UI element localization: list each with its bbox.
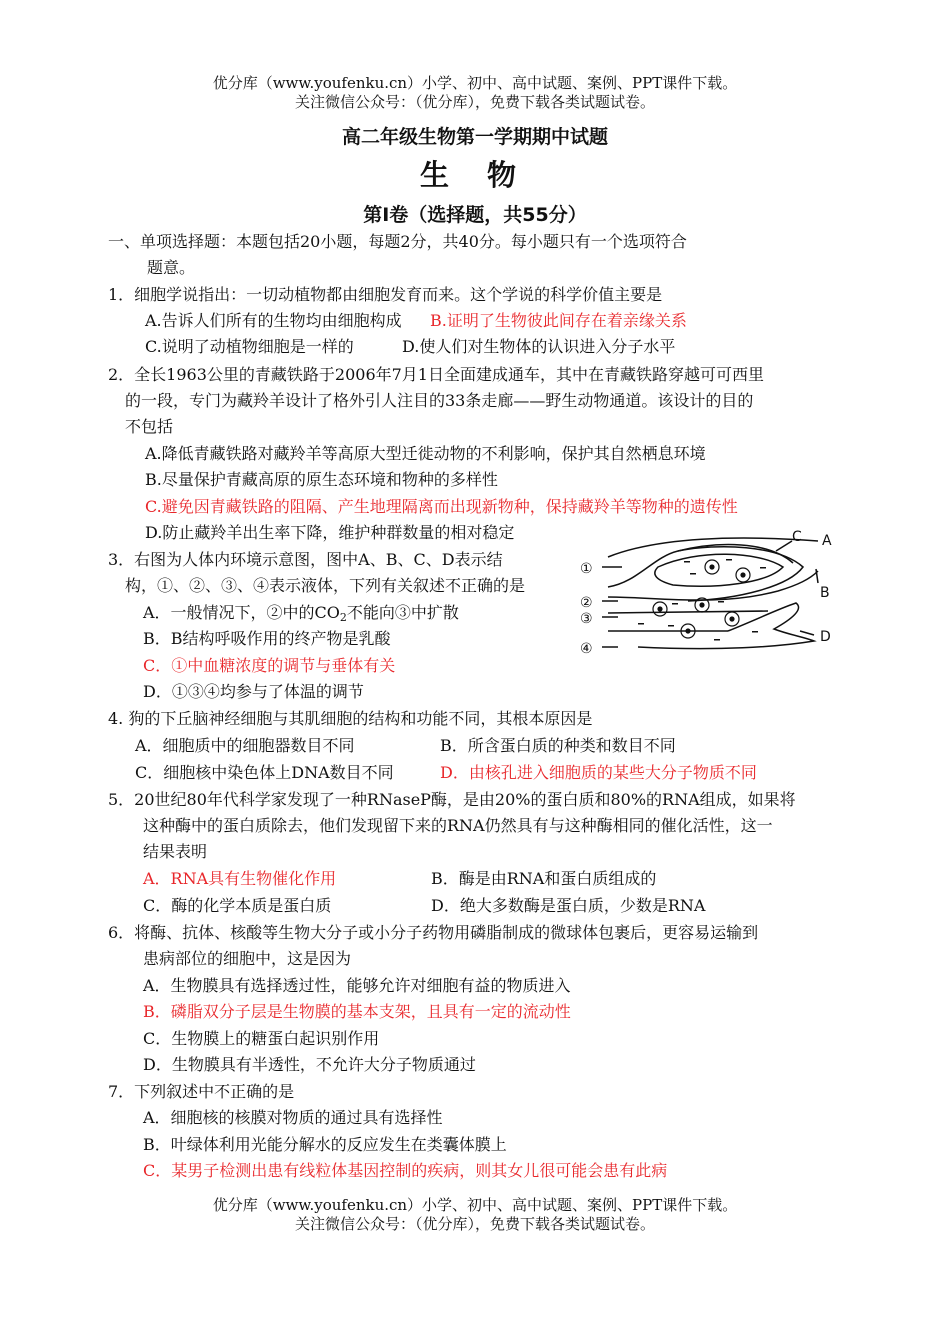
q6-option-a: A．生物膜具有选择透过性，能够允许对细胞有益的物质进入 — [143, 976, 571, 995]
q7-option-b: B．叶绿体利用光能分解水的反应发生在类囊体膜上 — [143, 1135, 507, 1154]
q5-stem-2: 这种酶中的蛋白质除去，他们发现留下来的RNA仍然具有与这种酶相同的催化活性，这一 — [143, 816, 773, 835]
q2-option-c: C.避免因青藏铁路的阻隔、产生地理隔离而出现新物种，保持藏羚羊等物种的遗传性 — [145, 497, 738, 516]
q5-option-a: A．RNA具有生物催化作用 — [143, 869, 337, 888]
fig-label-b: B — [820, 585, 830, 601]
header-line-1: 优分库（www.youfenku.cn）小学、初中、高中试题、案例、PPT课件下载。 — [212, 74, 738, 92]
q5-stem-1: 5．20世纪80年代科学家发现了一种RNaseP酶，是由20%的蛋白质和80%的RNA组成，如果将 — [108, 790, 796, 809]
internal-environment-diagram — [578, 527, 840, 659]
q1-option-a: A.告诉人们所有的生物均由细胞构成 — [145, 311, 402, 330]
q4-option-a: A．细胞质中的细胞器数目不同 — [135, 736, 355, 755]
volume-title: 第Ⅰ卷（选择题，共55分） — [363, 204, 587, 226]
q3-stem-1: 3．右图为人体内环境示意图，图中A、B、C、D表示结 — [108, 550, 503, 569]
q6-option-d: D．生物膜具有半透性，不允许大分子物质通过 — [143, 1055, 476, 1074]
q4-option-c: C．细胞核中染色体上DNA数目不同 — [135, 763, 394, 782]
q2-stem-2: 的一段，专门为藏羚羊设计了格外引人注目的33条走廊——野生动物通道。该设计的目的 — [125, 391, 754, 410]
q3-stem-2: 构，①、②、③、④表示液体，下列有关叙述不正确的是 — [125, 576, 526, 595]
q5-option-d: D．绝大多数酶是蛋白质，少数是RNA — [431, 896, 706, 915]
q1-option-d: D.使人们对生物体的认识进入分子水平 — [402, 337, 676, 356]
footer-line-1: 优分库（www.youfenku.cn）小学、初中、高中试题、案例、PPT课件下载。 — [212, 1196, 738, 1214]
footer-line-2: 关注微信公众号：（优分库），免费下载各类试题试卷。 — [294, 1215, 655, 1233]
q6-option-b: B．磷脂双分子层是生物膜的基本支架，且具有一定的流动性 — [143, 1002, 571, 1021]
q3-option-a: A．一般情况下，②中的CO2不能向③中扩散 — [143, 603, 459, 624]
q5-stem-3: 结果表明 — [143, 842, 208, 861]
fig-label-4: ④ — [580, 641, 593, 657]
section-heading-cont: 题意。 — [147, 258, 196, 277]
q6-option-c: C．生物膜上的糖蛋白起识别作用 — [143, 1029, 380, 1048]
header-line-2: 关注微信公众号：（优分库），免费下载各类试题试卷。 — [294, 93, 655, 111]
subject-title: 生 物 — [419, 158, 531, 192]
fig-label-c: C — [792, 529, 802, 545]
q2-option-a: A.降低青藏铁路对藏羚羊等高原大型迁徙动物的不利影响，保护其自然栖息环境 — [145, 444, 706, 463]
q3-option-b: B．B结构呼吸作用的终产物是乳酸 — [143, 629, 391, 648]
exam-title: 高二年级生物第一学期期中试题 — [341, 126, 608, 148]
q1-option-c: C.说明了动植物细胞是一样的 — [145, 337, 354, 356]
q3-option-d: D．①③④均参与了体温的调节 — [143, 682, 364, 701]
q7-option-a: A．细胞核的核膜对物质的通过具有选择性 — [143, 1108, 443, 1127]
q5-option-b: B．酶是由RNA和蛋白质组成的 — [431, 869, 657, 888]
q2-stem-1: 2．全长1963公里的青藏铁路于2006年7月1日全面建成通车，其中在青藏铁路穿越可可西里 — [108, 365, 764, 384]
fig-label-2: ② — [580, 595, 593, 611]
q2-stem-3: 不包括 — [125, 417, 174, 436]
fig-label-3: ③ — [580, 611, 593, 627]
q5-option-c: C．酶的化学本质是蛋白质 — [143, 896, 332, 915]
q6-stem-1: 6．将酶、抗体、核酸等生物大分子或小分子药物用磷脂制成的微球体包裹后，更容易运输到 — [108, 923, 759, 942]
q6-stem-2: 患病部位的细胞中，这是因为 — [143, 949, 352, 968]
q2-option-d: D.防止藏羚羊出生率下降，维护种群数量的相对稳定 — [145, 523, 515, 542]
q1-stem: 1．细胞学说指出：一切动植物都由细胞发育而来。这个学说的科学价值主要是 — [108, 285, 663, 304]
q2-option-b: B.尽量保护青藏高原的原生态环境和物种的多样性 — [145, 470, 498, 489]
q1-option-b: B.证明了生物彼此间存在着亲缘关系 — [430, 311, 687, 330]
fig-label-1: ① — [580, 561, 593, 577]
q4-option-d: D．由核孔进入细胞质的某些大分子物质不同 — [440, 763, 757, 782]
fig-label-d: D — [820, 629, 831, 645]
q7-stem: 7．下列叙述中不正确的是 — [108, 1082, 295, 1101]
q7-option-c: C．某男子检测出患有线粒体基因控制的疾病，则其女儿很可能会患有此病 — [143, 1161, 668, 1180]
q4-option-b: B．所含蛋白质的种类和数目不同 — [440, 736, 676, 755]
fig-label-a: A — [822, 533, 832, 549]
q3-option-c: C．①中血糖浓度的调节与垂体有关 — [143, 656, 396, 675]
q4-stem: 4. 狗的下丘脑神经细胞与其肌细胞的结构和功能不同，其根本原因是 — [108, 709, 593, 728]
section-heading: 一、单项选择题：本题包括20小题，每题2分，共40分。每小题只有一个选项符合 — [108, 232, 687, 251]
